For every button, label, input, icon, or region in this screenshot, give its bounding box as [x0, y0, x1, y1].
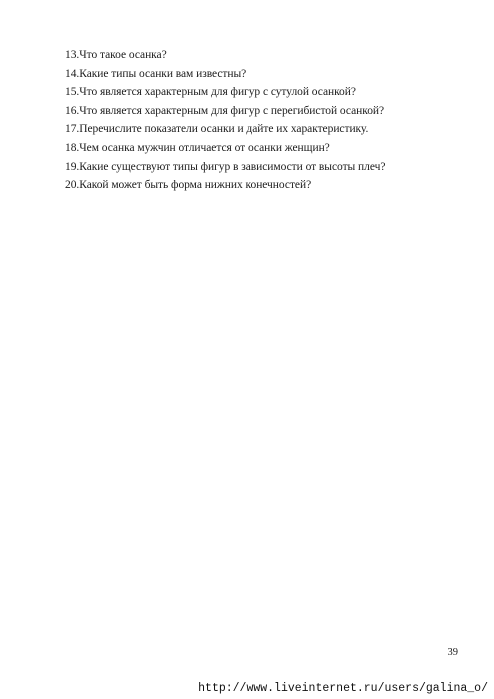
- source-url-watermark: http://www.liveinternet.ru/users/galina_o/: [198, 682, 488, 695]
- question-list: [65, 46, 385, 195]
- question-18: 18.Чем осанка мужчин отличается от осанки женщин?: [65, 141, 330, 154]
- question-19: 19.Какие существуют типы фигур в зависимости от высоты плеч?: [65, 160, 386, 173]
- question-17: 17.Перечислите показатели осанки и дайте их характеристику.: [65, 123, 369, 136]
- question-20: 20.Какой может быть форма нижних конечностей?: [65, 179, 312, 192]
- question-15: 15.Что является характерным для фигур с сутулой осанкой?: [65, 86, 356, 99]
- question-14: 14.Какие типы осанки вам известны?: [65, 67, 247, 80]
- question-13: 13.Что такое осанка?: [65, 49, 167, 61]
- question-16: 16.Что является характерным для фигур с перегибистой осанкой?: [65, 104, 385, 117]
- page-number: 39: [447, 647, 458, 658]
